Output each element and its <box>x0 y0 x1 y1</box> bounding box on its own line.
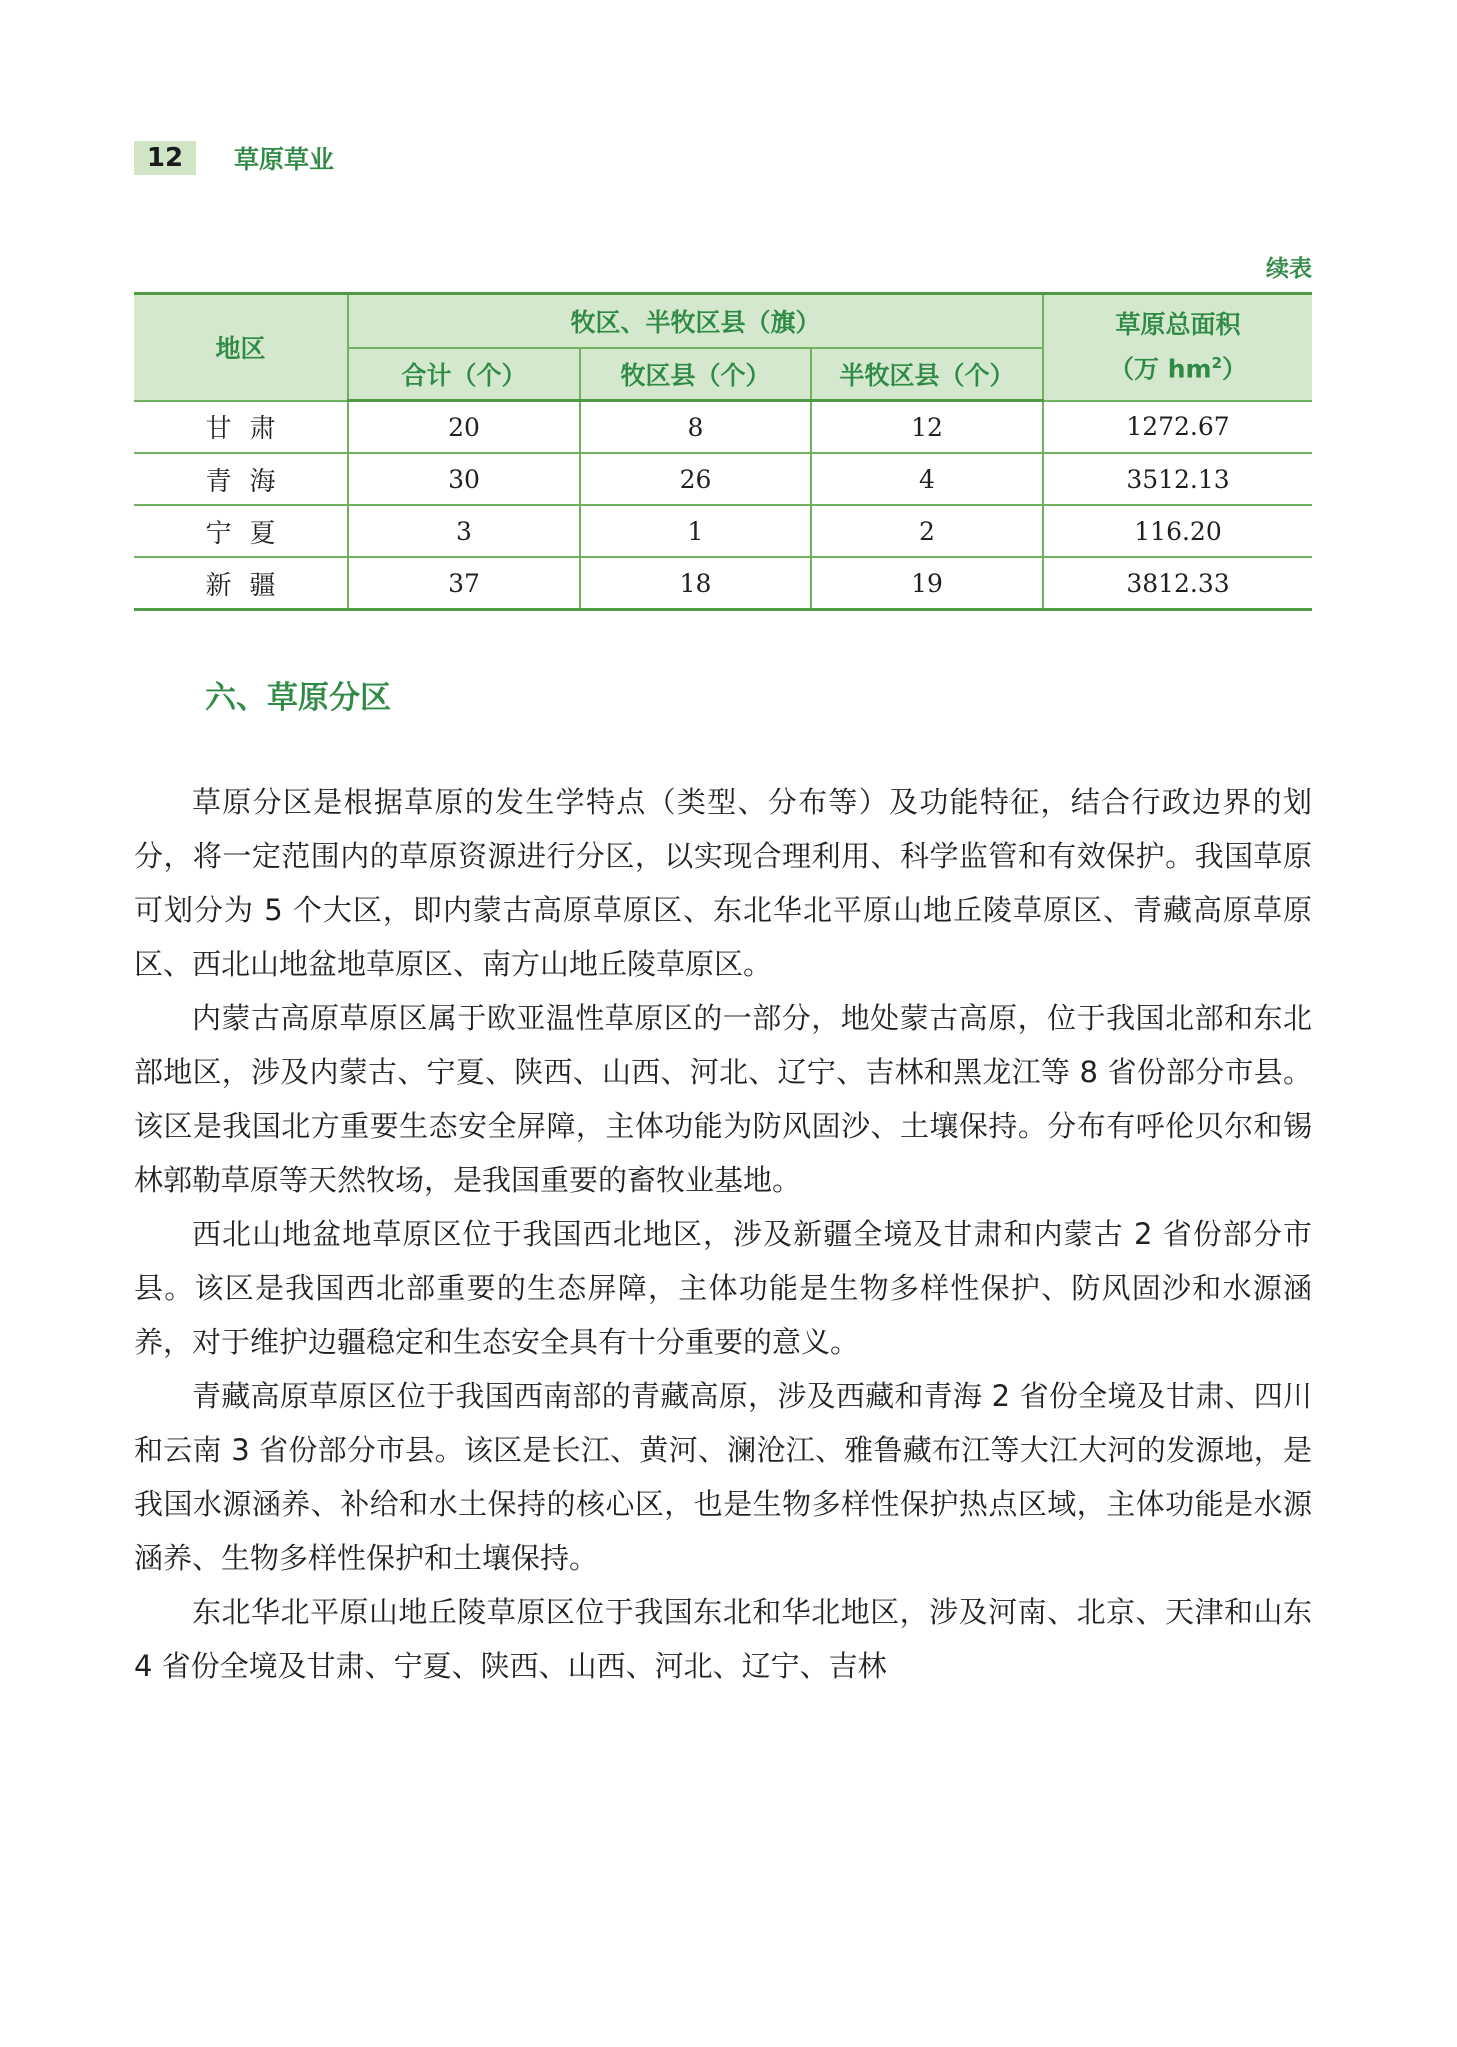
page-number: 12 <box>134 141 196 175</box>
table-row <box>134 557 1312 610</box>
cell-pastoral: 18 <box>580 557 811 610</box>
paragraph-qinghai-tibet: 青藏高原草原区位于我国西南部的青藏高原，涉及西藏和青海 2 省份全境及甘肃、四川和云南 3 省份部分市县。该区是长江、黄河、澜沧江、雅鲁藏布江等大江大河的发源地，是我国水源涵养、补给和水土保持的核心区，也是生物多样性保护热点区域，主体功能是水源涵养、生物多样性保护和土壤保持。 <box>134 1379 1312 1575</box>
cell-total: 3 <box>348 505 580 557</box>
paragraph-intro: 草原分区是根据草原的发生学特点（类型、分布等）及功能特征，结合行政边界的划分，将一定范围内的草原资源进行分区，以实现合理利用、科学监管和有效保护。我国草原可划分为 5 个大区，即内蒙古高原草原区、东北华北平原山地丘陵草原区、青藏高原草原区、西北山地盆地草原区、南方山地丘陵草原区。 <box>134 785 1312 981</box>
cell-total: 30 <box>348 453 580 505</box>
cell-area: 3812.33 <box>1043 557 1312 610</box>
table-row <box>134 401 1312 454</box>
cell-region: 青海 <box>134 453 348 505</box>
header-pastoral: 牧区县（个） <box>580 348 811 401</box>
cell-total: 37 <box>348 557 580 610</box>
header-area-unit: （万 $hm^2$） <box>1109 354 1248 384</box>
cell-pastoral: 8 <box>580 401 811 454</box>
book-title: 草原草业 <box>234 145 335 174</box>
cell-semi-pastoral: 19 <box>811 557 1043 610</box>
paragraph-northwest: 西北山地盆地草原区位于我国西北地区，涉及新疆全境及甘肃和内蒙古 2 省份部分市县。该区是我国西北部重要的生态屏障，主体功能是生物多样性保护、防风固沙和水源涵养，对于维护边疆稳定和生态安全具有十分重要的意义。 <box>134 1217 1312 1359</box>
cell-area: 1272.67 <box>1043 401 1312 454</box>
table-row <box>134 505 1312 557</box>
section-body <box>134 775 1312 1693</box>
cell-region: 甘肃 <box>134 401 348 454</box>
section-heading: 六、草原分区 <box>205 680 391 716</box>
header-region: 地区 <box>134 294 348 401</box>
paragraph-inner-mongolia: 内蒙古高原草原区属于欧亚温性草原区的一部分，地处蒙古高原，位于我国北部和东北部地区，涉及内蒙古、宁夏、陕西、山西、河北、辽宁、吉林和黑龙江等 8 省份部分市县。该区是我国北方重要生态安全屏障，主体功能为防风固沙、土壤保持。分布有呼伦贝尔和锡林郭勒草原等天然牧场，是我国重要的畜牧业基地。 <box>134 1001 1312 1197</box>
cell-semi-pastoral: 2 <box>811 505 1043 557</box>
cell-pastoral: 26 <box>580 453 811 505</box>
paragraph-northeast-north-china: 东北华北平原山地丘陵草原区位于我国东北和华北地区，涉及河南、北京、天津和山东 4 省份全境及甘肃、宁夏、陕西、山西、河北、辽宁、吉林 <box>134 1595 1312 1683</box>
table-continued-label: 续表 <box>1266 256 1312 282</box>
header-total: 合计（个） <box>348 348 580 401</box>
header-county-group: 牧区、半牧区县（旗） <box>348 294 1043 349</box>
county-grassland-table <box>134 292 1312 611</box>
running-header <box>134 141 334 175</box>
header-area-line1: 草原总面积 <box>1115 310 1241 340</box>
cell-area: 116.20 <box>1043 505 1312 557</box>
cell-area: 3512.13 <box>1043 453 1312 505</box>
header-semi-pastoral: 半牧区县（个） <box>811 348 1043 401</box>
table-row <box>134 453 1312 505</box>
cell-region: 宁夏 <box>134 505 348 557</box>
header-grassland-area <box>1043 294 1312 401</box>
cell-semi-pastoral: 4 <box>811 453 1043 505</box>
cell-semi-pastoral: 12 <box>811 401 1043 454</box>
cell-total: 20 <box>348 401 580 454</box>
cell-region: 新疆 <box>134 557 348 610</box>
cell-pastoral: 1 <box>580 505 811 557</box>
